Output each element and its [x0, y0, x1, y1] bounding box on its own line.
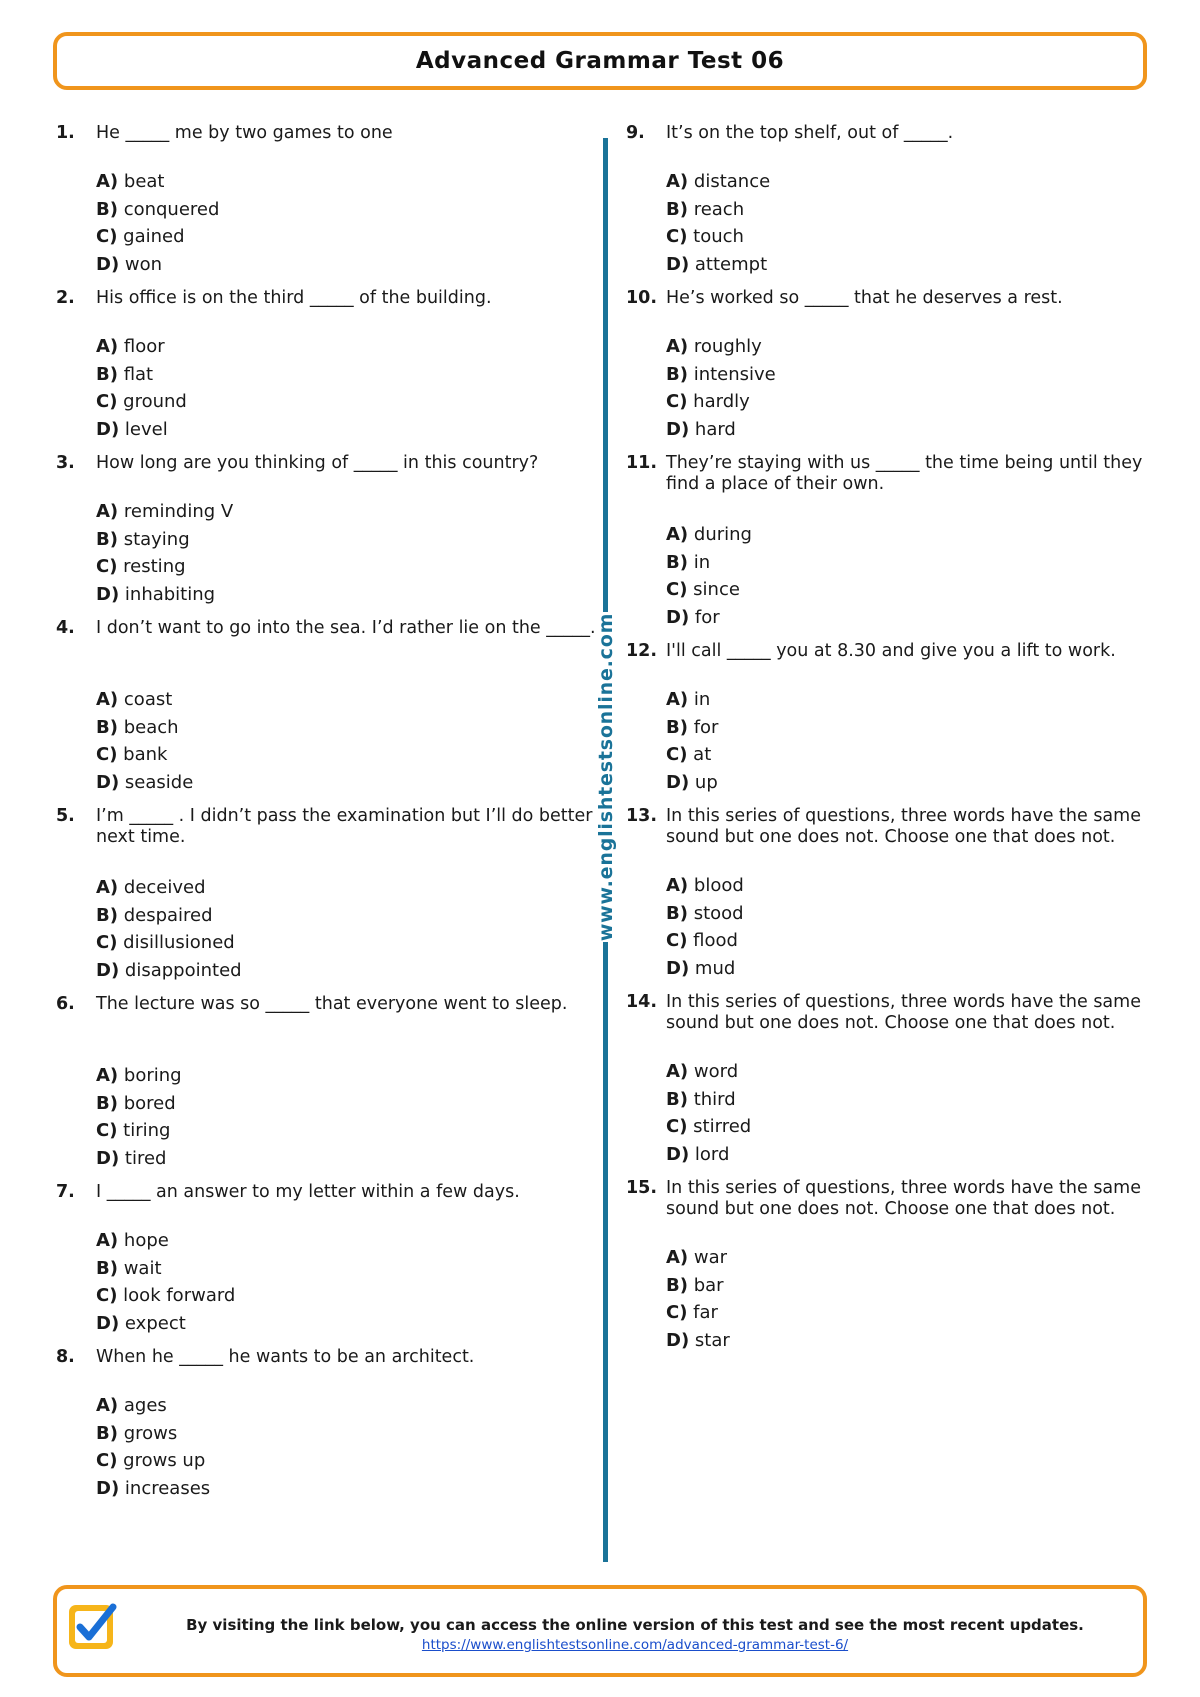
left-column — [56, 123, 596, 1512]
question-number: 6. — [56, 994, 75, 1014]
option-d[interactable]: D) won — [96, 253, 163, 275]
question-number: 4. — [56, 618, 75, 638]
footer-text — [147, 1615, 1123, 1655]
option-a[interactable]: A) in — [666, 689, 711, 710]
option-b[interactable]: B) grows — [96, 1422, 178, 1444]
question — [56, 1347, 596, 1502]
question-stem: He’s worked so _____ that he deserves a rest. — [666, 288, 1063, 308]
option-a[interactable]: A) boring — [96, 1065, 182, 1086]
option-d[interactable]: D) hard — [666, 418, 736, 440]
option-d[interactable]: D) up — [666, 771, 718, 793]
watermark-text: www.englishtestsonline.com — [595, 612, 618, 942]
option-a[interactable]: A) word — [666, 1061, 739, 1082]
question-stem: In this series of questions, three words have the same sound but one does not. Choose one that does not. — [666, 806, 1141, 847]
question-stem: In this series of questions, three words have the same sound but one does not. Choose one that does not. — [666, 1178, 1141, 1219]
options-list — [666, 1244, 1156, 1354]
footer-message: By visiting the link below, you can access the online version of this test and see the most recent updates. — [186, 1616, 1084, 1634]
option-c[interactable]: C) bank — [96, 744, 168, 765]
options-list — [96, 498, 596, 608]
question — [56, 618, 596, 796]
option-d[interactable]: D) seaside — [96, 771, 194, 793]
option-b[interactable]: B) beach — [96, 716, 179, 738]
option-a[interactable]: A) ages — [96, 1395, 167, 1416]
checkbox-icon — [67, 1601, 119, 1653]
question-number: 10. — [626, 288, 658, 308]
question-number: 3. — [56, 453, 75, 473]
option-c[interactable]: C) flood — [666, 930, 738, 951]
page-title: Advanced Grammar Test 06 — [415, 48, 785, 74]
option-d[interactable]: D) for — [666, 606, 720, 628]
option-c[interactable]: C) tiring — [96, 1120, 171, 1141]
question-stem: It’s on the top shelf, out of _____. — [666, 123, 954, 143]
question-number: 11. — [626, 453, 658, 473]
options-list — [666, 1058, 1156, 1168]
question-number: 9. — [626, 123, 645, 143]
question — [626, 123, 1156, 278]
option-a[interactable]: A) coast — [96, 689, 173, 710]
right-column — [626, 123, 1156, 1364]
question — [56, 994, 596, 1172]
question-stem: I'll call _____ you at 8.30 and give you a lift to work. — [666, 641, 1116, 661]
question — [56, 288, 596, 443]
option-a[interactable]: A) war — [666, 1247, 728, 1268]
option-c[interactable]: C) gained — [96, 226, 185, 247]
options-list — [666, 686, 1156, 796]
option-a[interactable]: A) deceived — [96, 877, 206, 898]
options-list — [96, 874, 596, 984]
question-stem: I don’t want to go into the sea. I’d rather lie on the _____. — [96, 618, 596, 638]
question — [626, 288, 1156, 443]
question-stem: How long are you thinking of _____ in this country? — [96, 453, 539, 473]
options-list — [666, 333, 1156, 443]
option-c[interactable]: C) since — [666, 579, 740, 600]
question-stem: I’m _____ . I didn’t pass the examination but I’ll do better next time. — [96, 806, 593, 847]
option-b[interactable]: B) despaired — [96, 904, 213, 926]
question — [626, 641, 1156, 796]
question-stem: When he _____ he wants to be an architect. — [96, 1347, 475, 1367]
question-stem: His office is on the third _____ of the building. — [96, 288, 492, 308]
question — [56, 123, 596, 278]
options-list — [96, 686, 596, 796]
options-list — [96, 168, 596, 278]
options-list — [666, 168, 1156, 278]
watermark-container — [592, 612, 620, 942]
option-d[interactable]: D) disappointed — [96, 959, 242, 981]
question-stem: They’re staying with us _____ the time being until they find a place of their own. — [666, 453, 1143, 494]
option-b[interactable]: B) staying — [96, 528, 190, 550]
option-d[interactable]: D) level — [96, 418, 168, 440]
option-c[interactable]: C) touch — [666, 226, 744, 247]
option-a[interactable]: A) beat — [96, 171, 165, 192]
options-list — [96, 333, 596, 443]
option-b[interactable]: B) intensive — [666, 363, 776, 385]
footer-box — [53, 1585, 1147, 1677]
option-b[interactable]: B) stood — [666, 902, 744, 924]
question-number: 2. — [56, 288, 75, 308]
question-number: 1. — [56, 123, 75, 143]
option-a[interactable]: A) distance — [666, 171, 771, 192]
option-c[interactable]: C) at — [666, 744, 712, 765]
option-d[interactable]: D) mud — [666, 957, 736, 979]
option-b[interactable]: B) wait — [96, 1257, 162, 1279]
question — [626, 1178, 1156, 1354]
options-list — [666, 872, 1156, 982]
option-d[interactable]: D) increases — [96, 1477, 211, 1499]
option-d[interactable]: D) star — [666, 1329, 730, 1351]
option-a[interactable]: A) reminding V — [96, 501, 234, 522]
option-a[interactable]: A) floor — [96, 336, 165, 357]
option-b[interactable]: B) third — [666, 1088, 736, 1110]
option-c[interactable]: C) grows up — [96, 1450, 206, 1471]
question-stem: In this series of questions, three words have the same sound but one does not. Choose one that does not. — [666, 992, 1141, 1033]
question-stem: He _____ me by two games to one — [96, 123, 393, 143]
question — [56, 453, 596, 608]
question-stem: The lecture was so _____ that everyone went to sleep. — [96, 994, 568, 1014]
option-b[interactable]: B) for — [666, 716, 719, 738]
question-number: 12. — [626, 641, 658, 661]
question — [56, 1182, 596, 1337]
option-b[interactable]: B) conquered — [96, 198, 220, 220]
option-b[interactable]: B) bar — [666, 1274, 724, 1296]
option-c[interactable]: C) disillusioned — [96, 932, 235, 953]
options-list — [96, 1392, 596, 1502]
options-list — [666, 521, 1156, 631]
option-a[interactable]: A) roughly — [666, 336, 762, 357]
option-a[interactable]: A) hope — [96, 1230, 169, 1251]
question-number: 14. — [626, 992, 658, 1012]
options-list — [96, 1227, 596, 1337]
option-d[interactable]: D) inhabiting — [96, 583, 216, 605]
option-c[interactable]: C) look forward — [96, 1285, 236, 1306]
option-b[interactable]: B) reach — [666, 198, 745, 220]
option-d[interactable]: D) attempt — [666, 253, 768, 275]
option-d[interactable]: D) tired — [96, 1147, 167, 1169]
option-d[interactable]: D) lord — [666, 1143, 730, 1165]
title-box — [53, 32, 1147, 90]
question-number: 13. — [626, 806, 658, 826]
question — [56, 806, 596, 984]
question-stem: I _____ an answer to my letter within a few days. — [96, 1182, 520, 1202]
option-b[interactable]: B) flat — [96, 363, 154, 385]
option-c[interactable]: C) far — [666, 1302, 718, 1323]
question-number: 15. — [626, 1178, 658, 1198]
question-number: 8. — [56, 1347, 75, 1367]
option-c[interactable]: C) hardly — [666, 391, 750, 412]
option-b[interactable]: B) in — [666, 551, 711, 573]
question-number: 7. — [56, 1182, 75, 1202]
option-a[interactable]: A) during — [666, 524, 752, 545]
question — [626, 992, 1156, 1168]
option-c[interactable]: C) resting — [96, 556, 186, 577]
option-c[interactable]: C) stirred — [666, 1116, 752, 1137]
option-a[interactable]: A) blood — [666, 875, 744, 896]
option-b[interactable]: B) bored — [96, 1092, 176, 1114]
online-test-link[interactable]: https://www.englishtestsonline.com/advanced-grammar-test-6/ — [421, 1637, 849, 1653]
options-list — [96, 1062, 596, 1172]
question — [626, 806, 1156, 982]
question-number: 5. — [56, 806, 75, 826]
option-c[interactable]: C) ground — [96, 391, 187, 412]
option-d[interactable]: D) expect — [96, 1312, 186, 1334]
question — [626, 453, 1156, 631]
